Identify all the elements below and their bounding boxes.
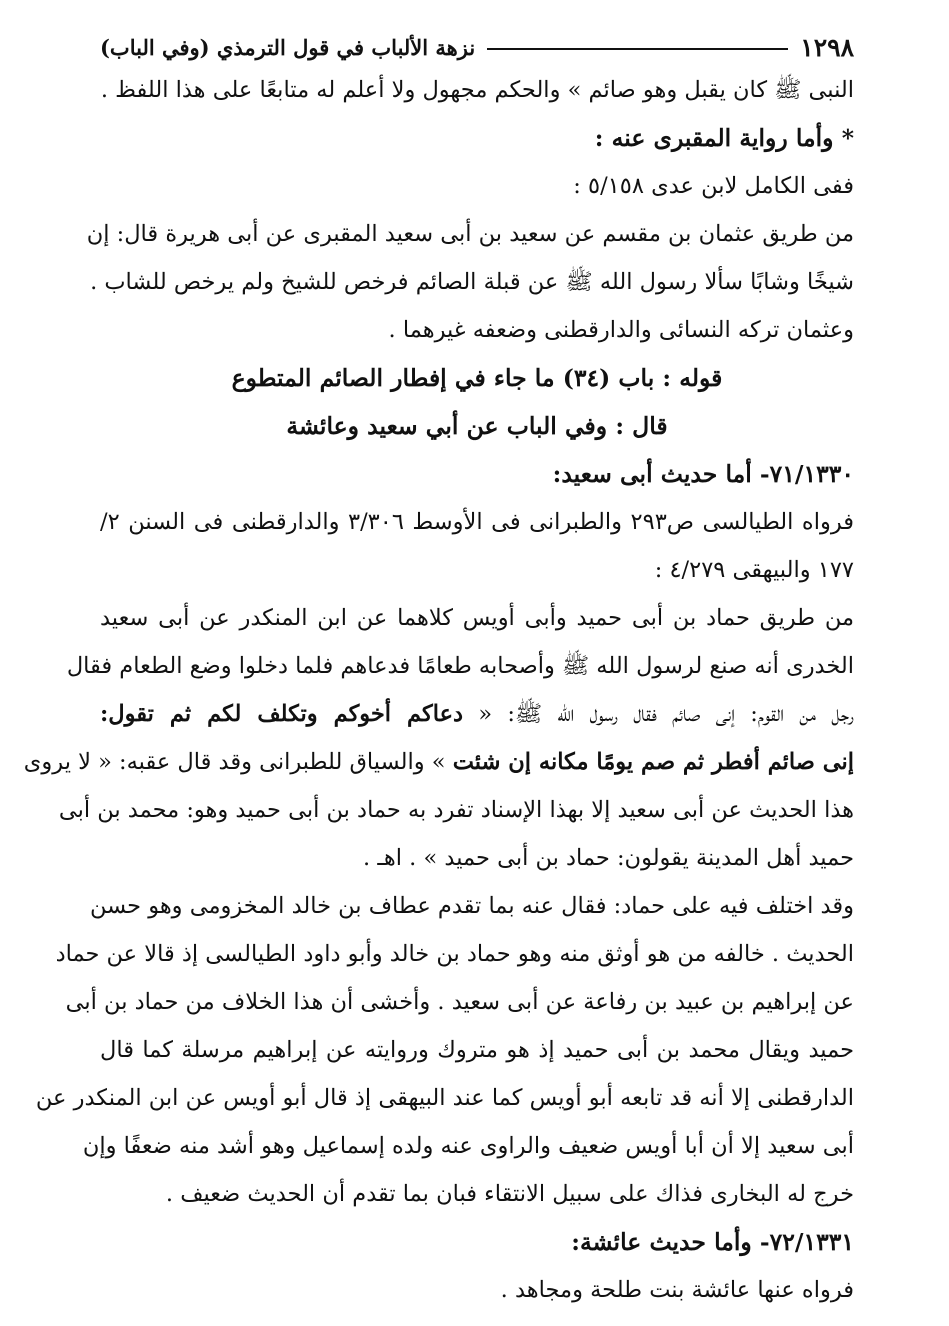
hadith-heading: ٧١/١٣٣٠- أما حديث أبى سعيد: (552, 460, 854, 488)
text-line: هذا الحديث عن أبى سعيد إلا بهذا الإسناد تفرد به حماد بن أبى حميد وهو: محمد بن أبى (58, 797, 854, 823)
text-line: الدارقطنى إلا أنه قد تابعه أبو أويس كما عند البيهقى إذ قال أبو أويس عن ابن المنكدر عن (35, 1085, 854, 1111)
text-line: ففى الكامل لابن عدى ٥/١٥٨ : (573, 173, 854, 199)
running-title: نزهة الألباب في قول الترمذي (وفي الباب) (100, 34, 476, 60)
text-line: خرج له البخارى فذاك على سبيل الانتقاء فبان بما تقدم أن الحديث ضعيف . (165, 1181, 854, 1207)
text-line: حميد أهل المدينة يقولون: حماد بن أبى حميد » . اهـ . (363, 845, 854, 871)
text-line: النبى ﷺ كان يقبل وهو صائم » والحكم مجهول ولا أعلم له متابعًا على هذا اللفظ . (100, 77, 854, 103)
text-line: أبى سعيد إلا أن أبا أويس ضعيف والراوى عنه ولده إسماعيل وهو أشد منه ضعفًا وإن (82, 1133, 854, 1159)
hadith-quote: دعاكم أخوكم وتكلف لكم ثم تقول: (100, 701, 464, 727)
text-line: الحديث . خالفه من هو أوثق منه وهو حماد بن خالد وأبو داود الطيالسى إذ قالا عن حماد (55, 941, 854, 967)
text-line: من طريق حماد بن أبى حميد وأبى أويس كلاهما عن ابن المنكدر عن أبى سعيد (100, 605, 854, 631)
text-line: فرواه عنها عائشة بنت طلحة ومجاهد . (500, 1277, 854, 1303)
text-line: الخدرى أنه صنع لرسول الله ﷺ وأصحابه طعامًا فدعاهم فلما دخلوا وضع الطعام فقال (66, 653, 854, 679)
text-segment: » والسياق للطبرانى وقد قال عقبه: « لا يروى (23, 749, 453, 775)
chapter-heading: قوله : باب (٣٤) ما جاء في إفطار الصائم المتطوع (231, 364, 723, 392)
hadith-heading: ٧٢/١٣٣١- وأما حديث عائشة: (571, 1228, 854, 1256)
chapter-subheading: قال : وفي الباب عن أبي سعيد وعائشة (286, 412, 668, 440)
header-rule (487, 48, 788, 50)
text-line: ١٧٧ والبيهقى ٤/٢٧٩ : (654, 557, 854, 583)
section-heading: * وأما رواية المقبرى عنه : (594, 124, 854, 152)
text-segment: رجل من القوم: إنى صائم فقال رسول الله ﷺ: « (463, 701, 855, 727)
page-number: ١٢٩٨ (800, 32, 854, 62)
page-header (100, 30, 854, 64)
text-line: حميد ويقال محمد بن أبى حميد إذ هو متروك وروايته عن إبراهيم مرسلة كما قال (100, 1037, 854, 1063)
text-line: شيخًا وشابًا سألا رسول الله ﷺ عن قبلة الصائم فرخص للشيخ ولم يرخص للشاب . (90, 269, 854, 295)
hadith-quote: إنى صائم أفطر ثم صم يومًا مكانه إن شئت (452, 749, 854, 775)
text-line (100, 690, 854, 738)
text-line: من طريق عثمان بن مقسم عن سعيد بن أبى سعيد المقبرى عن أبى هريرة قال: إن (86, 221, 854, 247)
text-line: وعثمان تركه النسائى والدارقطنى وضعفه غيرهما . (388, 317, 854, 343)
text-line: عن إبراهيم بن عبيد بن رفاعة عن أبى سعيد . وأخشى أن هذا الخلاف من حماد بن أبى (65, 989, 854, 1015)
text-line: فرواه الطيالسى ص٢٩٣ والطبرانى فى الأوسط ٣/٣٠٦ والدارقطنى فى السنن ٢/ (100, 509, 854, 535)
text-line: وقد اختلف فيه على حماد: فقال عنه بما تقدم عطاف بن خالد المخزومى وهو حسن (89, 893, 854, 919)
text-line (23, 738, 854, 786)
